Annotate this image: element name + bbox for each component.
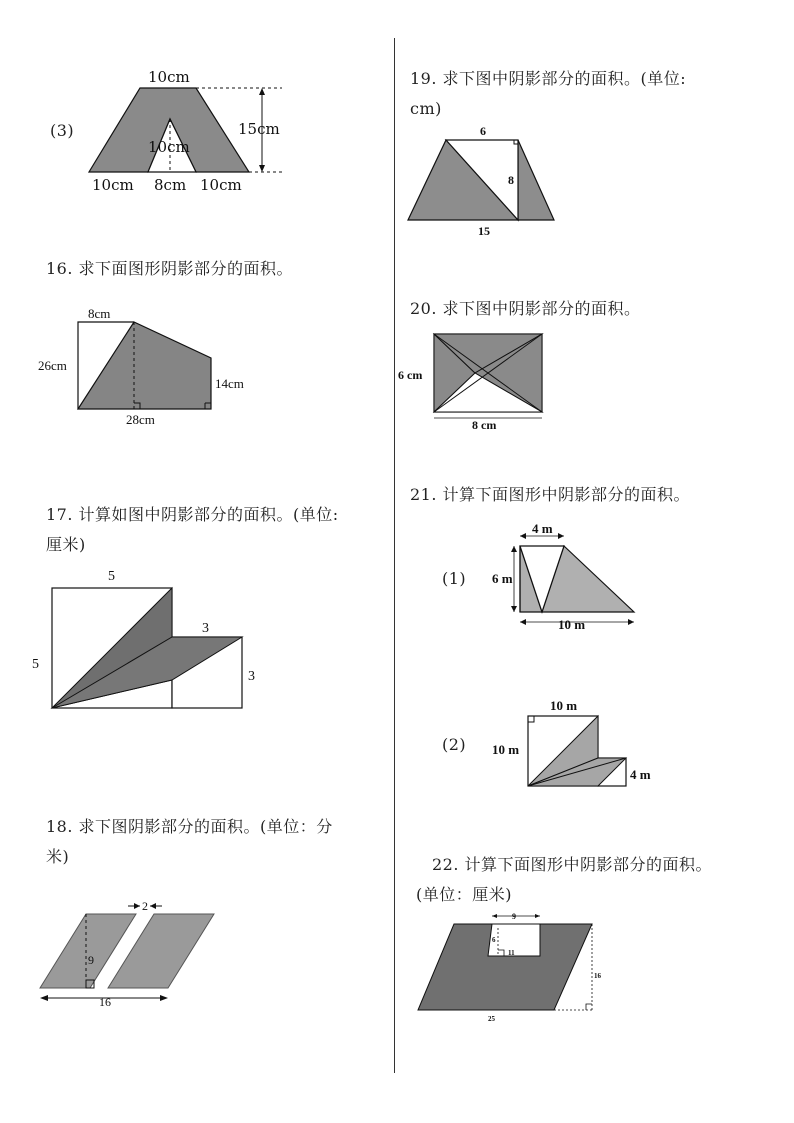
q17-small-top-label: 3 — [202, 621, 209, 636]
column-divider — [394, 38, 395, 1073]
q19-bottom-label: 15 — [478, 224, 490, 238]
q17-figure — [28, 562, 268, 714]
q18-question-line2: 米) — [46, 847, 70, 866]
q19-question-line2: cm) — [410, 99, 442, 118]
q22-question-line2: (单位：厘米) — [416, 885, 512, 904]
q19-question-line1: 19. 求下图中阴影部分的面积。(单位: — [410, 69, 687, 88]
q21-p1-bottom-label: 10 m — [558, 617, 586, 632]
q15-top-label: 10cm — [148, 68, 190, 86]
q16-top-label: 8cm — [88, 306, 111, 321]
q19-shaded-right-triangle — [518, 140, 554, 220]
q21-p1-height-label: 6 m — [492, 571, 513, 586]
q17-question-line1: 17. 计算如图中阴影部分的面积。(单位: — [46, 505, 339, 524]
q16-question: 16. 求下面图形阴影部分的面积。 — [46, 259, 294, 278]
q16-figure — [36, 304, 256, 428]
q21-part2-label: (2) — [442, 735, 467, 754]
q19-figure — [404, 122, 560, 242]
q21-p2-top-label: 10 m — [550, 698, 578, 713]
q20-question: 20. 求下图中阴影部分的面积。 — [410, 299, 641, 318]
q21-part1-figure — [490, 522, 642, 634]
q15-height-label: 15cm — [238, 120, 280, 138]
q15-inner-label: 10cm — [148, 138, 190, 156]
q21-question: 21. 计算下面图形中阴影部分的面积。 — [410, 485, 691, 504]
q22-height-label: 16 — [594, 972, 601, 980]
q17-top-label: 5 — [108, 569, 115, 584]
q18-base-label: 16 — [99, 995, 111, 1009]
q21-p2-right-label: 4 m — [630, 767, 651, 782]
q19-height-label: 8 — [508, 173, 514, 187]
q17-small-right-label: 3 — [248, 669, 255, 684]
q15-bottom-mid-label: 8cm — [154, 176, 187, 194]
q18-gap-label: 2 — [142, 899, 148, 913]
q20-height-label: 6 cm — [398, 368, 423, 382]
q22-question-line1: 22. 计算下面图形中阴影部分的面积。 — [432, 855, 713, 874]
q17-question-line2: 厘米) — [46, 535, 86, 554]
q15-bottom-right-label: 10cm — [200, 176, 242, 194]
q16-bottom-label: 28cm — [126, 412, 155, 427]
q19-top-label: 6 — [480, 124, 486, 138]
q18-figure — [36, 894, 220, 1012]
q22-notch-h-label: 6 — [492, 936, 496, 944]
q16-right-label: 14cm — [215, 376, 244, 391]
q22-gap-label: 9 — [512, 912, 516, 921]
q22-notch-w-label: 11 — [508, 949, 515, 957]
q17-left-label: 5 — [32, 657, 39, 672]
q15-part-label: (3) — [50, 121, 75, 140]
q21-part2-figure — [490, 694, 654, 794]
q21-part1-label: (1) — [442, 569, 467, 588]
q18-height-label: 9 — [88, 953, 94, 967]
q15-bottom-left-label: 10cm — [92, 176, 134, 194]
q21-p1-top-label: 4 m — [532, 522, 553, 536]
q20-figure — [398, 326, 550, 432]
q22-figure — [414, 906, 604, 1026]
q16-shaded-region — [78, 322, 211, 409]
q22-base-label: 25 — [488, 1015, 495, 1023]
q21-p2-left-label: 10 m — [492, 742, 520, 757]
q20-width-label: 8 cm — [472, 418, 497, 432]
q16-left-label: 26cm — [38, 358, 67, 373]
q18-question-line1: 18. 求下图阴影部分的面积。(单位：分 — [46, 817, 333, 836]
q15-figure — [84, 64, 294, 196]
